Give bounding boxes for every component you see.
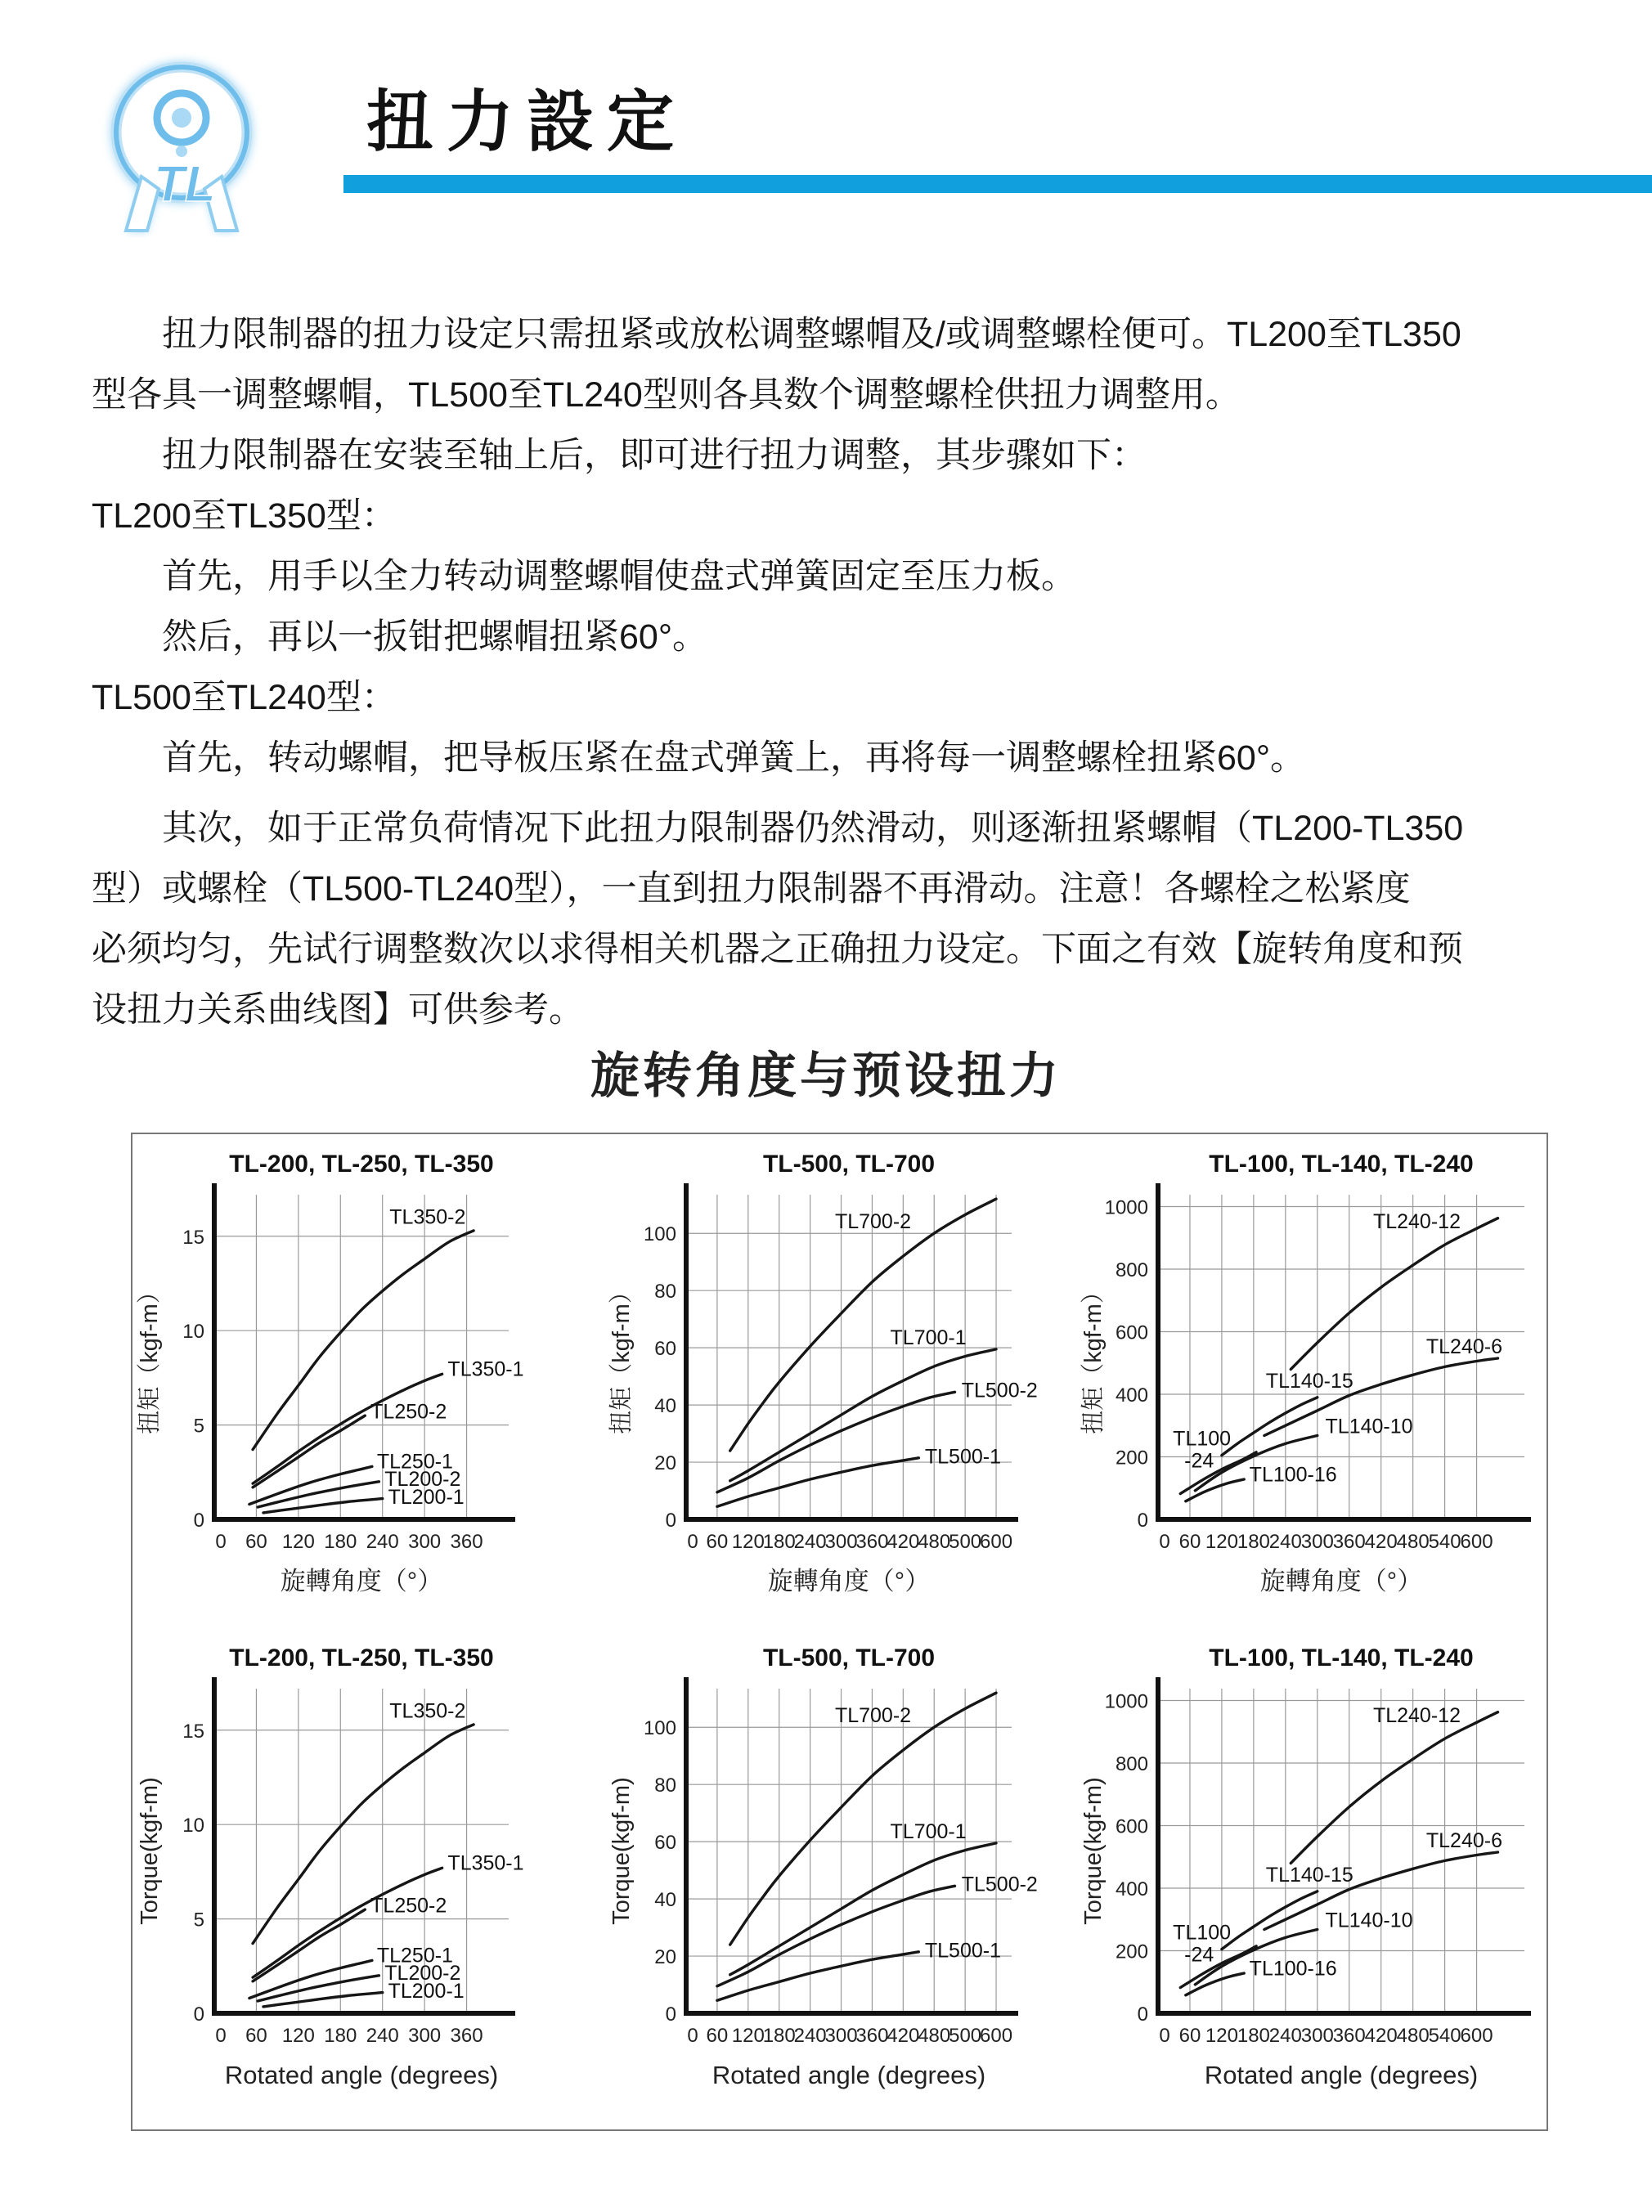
y-axis-label: 扭矩（kgf-m） <box>1080 1280 1107 1434</box>
chart-svg <box>604 1142 1076 1629</box>
x-tick-label: 120 <box>1205 1531 1238 1553</box>
y-tick-label: 0 <box>193 2003 204 2026</box>
x-axis-label: Rotated angle (degrees) <box>712 2060 986 2089</box>
x-tick-label: 60 <box>245 1531 267 1553</box>
x-tick-label: 600 <box>980 1531 1013 1553</box>
y-tick-label: 20 <box>654 1945 676 1968</box>
paragraph <box>92 546 1564 607</box>
series-label: TL240-12 <box>1372 1703 1461 1727</box>
x-tick-label: 180 <box>1237 1531 1270 1553</box>
series-label: TL200-2 <box>384 1961 461 1985</box>
y-tick-label: 15 <box>182 1226 204 1249</box>
x-tick-label: 480 <box>918 2024 951 2047</box>
x-tick-label: 60 <box>1178 1531 1201 1553</box>
series-label: TL700-1 <box>890 1819 967 1843</box>
series-label: TL100-16 <box>1249 1463 1337 1487</box>
x-tick-label: 240 <box>1268 1531 1302 1553</box>
chart-tl-100-tl-140-tl-240-en <box>1076 1636 1548 2130</box>
company-logo <box>85 47 278 237</box>
text-line: 其次，如于正常负荷情况下此扭力限制器仍然滑动，则逐渐扭紧螺帽（TL200-TL350 <box>162 809 1464 848</box>
tl-logo-icon <box>85 47 278 237</box>
series-label: TL250-2 <box>370 1893 447 1917</box>
series-label: TL100-16 <box>1249 1957 1337 1981</box>
x-tick-label: 0 <box>1159 2024 1170 2047</box>
y-tick-label: 40 <box>654 1888 676 1911</box>
x-tick-label: 120 <box>731 2024 765 2047</box>
y-tick-label: 200 <box>1115 1447 1148 1469</box>
x-tick-label: 480 <box>918 1531 951 1553</box>
x-tick-label: 120 <box>731 1531 765 1553</box>
paragraph <box>92 486 1564 546</box>
y-tick-label: 600 <box>1115 1815 1148 1838</box>
x-tick-label: 0 <box>215 1531 227 1553</box>
y-tick-label: 100 <box>643 1716 676 1739</box>
y-tick-label: 15 <box>182 1720 204 1743</box>
series-curve-tl500-2 <box>717 1886 955 1986</box>
chart-svg <box>1076 1142 1548 1629</box>
x-axis-label: 旋轉角度（°） <box>767 1567 931 1595</box>
y-axis-label: 扭矩（kgf-m） <box>137 1280 163 1434</box>
series-label: TL250-2 <box>370 1400 447 1424</box>
x-tick-label: 540 <box>1428 1531 1461 1553</box>
chart-title: TL-100, TL-140, TL-240 <box>1209 1151 1474 1178</box>
series-label: TL140-15 <box>1265 1369 1353 1393</box>
y-tick-label: 1000 <box>1104 1196 1148 1219</box>
text-line: 扭力限制器的扭力设定只需扭紧或放松调整螺帽及/或调整螺栓便可。TL200至TL350 <box>162 315 1461 354</box>
y-tick-label: 80 <box>654 1774 676 1797</box>
x-tick-label: 240 <box>793 1531 827 1553</box>
series-label: TL200-2 <box>384 1468 461 1492</box>
y-tick-label: 5 <box>193 1909 204 1932</box>
paragraph <box>92 607 1564 667</box>
y-tick-label: 200 <box>1115 1941 1148 1963</box>
y-axis-label: Torque(kgf-m) <box>608 1776 635 1925</box>
chart-tl-500-tl-700-en <box>604 1636 1076 2130</box>
series-label: TL500-2 <box>961 1379 1038 1402</box>
series-label: TL100 -24 <box>1173 1427 1232 1473</box>
x-tick-label: 180 <box>762 2024 796 2047</box>
chart-title: TL-200, TL-250, TL-350 <box>229 1644 494 1671</box>
section-title: 旋转角度与预设扭力 <box>590 1048 1062 1103</box>
x-tick-label: 240 <box>793 2024 827 2047</box>
series-label: TL240-12 <box>1372 1209 1461 1233</box>
text-line: 型）或螺栓（TL500-TL240型），一直到扭力限制器不再滑动。注意！各螺栓之松紧度 <box>92 869 1411 909</box>
series-curve-tl500-2 <box>717 1392 955 1492</box>
y-axis-label: Torque(kgf-m) <box>1080 1776 1107 1925</box>
series-label: TL200-1 <box>388 1979 465 2003</box>
chart-title: TL-100, TL-140, TL-240 <box>1209 1644 1474 1671</box>
y-tick-label: 1000 <box>1104 1690 1148 1713</box>
series-label: TL100 -24 <box>1173 1920 1232 1966</box>
y-tick-label: 60 <box>654 1338 676 1361</box>
series-label: TL700-1 <box>890 1326 967 1349</box>
series-label: TL350-2 <box>389 1205 466 1229</box>
x-tick-label: 420 <box>1364 1531 1398 1553</box>
chart-svg <box>132 1636 604 2123</box>
x-tick-label: 500 <box>949 2024 982 2047</box>
chart-tl-200-tl-250-tl-350-zh <box>132 1142 604 1636</box>
series-curve-tl700-2 <box>730 1693 996 1945</box>
logo-letters: TL <box>154 156 216 213</box>
y-tick-label: 40 <box>654 1395 676 1418</box>
x-tick-label: 540 <box>1428 2024 1461 2047</box>
series-label: TL500-1 <box>924 1445 1001 1469</box>
chart-tl-100-tl-140-tl-240-zh <box>1076 1142 1548 1636</box>
x-tick-label: 300 <box>408 2024 442 2047</box>
x-tick-label: 180 <box>762 1531 796 1553</box>
x-axis-label: 旋轉角度（°） <box>1259 1567 1423 1595</box>
x-tick-label: 120 <box>281 2024 315 2047</box>
y-tick-label: 20 <box>654 1452 676 1475</box>
x-tick-label: 600 <box>1460 2024 1493 2047</box>
y-tick-label: 10 <box>182 1321 204 1344</box>
x-tick-label: 420 <box>887 1531 920 1553</box>
chart-title: TL-500, TL-700 <box>762 1151 936 1178</box>
x-tick-label: 300 <box>1300 1531 1334 1553</box>
x-tick-label: 0 <box>687 1531 698 1553</box>
series-curve-tl140-15 <box>1222 1398 1318 1456</box>
x-tick-label: 360 <box>1332 2024 1366 2047</box>
x-tick-label: 240 <box>366 1531 399 1553</box>
x-tick-label: 600 <box>1460 1531 1493 1553</box>
x-tick-label: 480 <box>1396 2024 1430 2047</box>
text-line: 必须均匀，先试行调整数次以求得相关机器之正确扭力设定。下面之有效【旋转角度和预 <box>92 930 1463 969</box>
x-tick-label: 60 <box>706 2024 729 2047</box>
y-tick-label: 0 <box>665 1510 676 1532</box>
page-title: 扭力設定 <box>366 85 688 159</box>
x-tick-label: 600 <box>980 2024 1013 2047</box>
series-label: TL240-6 <box>1425 1335 1503 1358</box>
text-line: 首先，转动螺帽，把导板压紧在盘式弹簧上，再将每一调整螺栓扭紧60°。 <box>162 738 1306 778</box>
x-tick-label: 120 <box>281 1531 315 1553</box>
x-tick-label: 240 <box>1268 2024 1302 2047</box>
y-tick-label: 100 <box>643 1223 676 1246</box>
chart-title: TL-500, TL-700 <box>762 1644 936 1671</box>
x-tick-label: 0 <box>687 2024 698 2047</box>
x-tick-label: 240 <box>366 2024 399 2047</box>
x-tick-label: 420 <box>887 2024 920 2047</box>
series-curve-tl500-1 <box>717 1951 918 2000</box>
paragraph <box>92 798 1564 1040</box>
chart-svg <box>132 1142 604 1629</box>
x-tick-label: 120 <box>1205 2024 1238 2047</box>
charts-box <box>131 1133 1548 2131</box>
y-tick-label: 400 <box>1115 1878 1148 1900</box>
text-line: 扭力限制器在安装至轴上后，即可进行扭力调整，其步骤如下： <box>162 436 1147 475</box>
accent-bar <box>343 175 1652 193</box>
x-tick-label: 0 <box>215 2024 227 2047</box>
text-line: 型各具一调整螺帽，TL500至TL240型则各具数个调整螺栓供扭力调整用。 <box>92 375 1241 415</box>
x-tick-label: 180 <box>324 2024 357 2047</box>
x-tick-label: 480 <box>1396 1531 1430 1553</box>
x-axis-label: Rotated angle (degrees) <box>1204 2060 1479 2089</box>
x-tick-label: 360 <box>450 2024 483 2047</box>
x-tick-label: 300 <box>1300 2024 1334 2047</box>
y-tick-label: 80 <box>654 1281 676 1303</box>
y-tick-label: 0 <box>1137 1510 1148 1532</box>
y-tick-label: 600 <box>1115 1321 1148 1344</box>
x-tick-label: 180 <box>324 1531 357 1553</box>
text-line: TL500至TL240型： <box>92 678 397 717</box>
x-tick-label: 360 <box>450 1531 483 1553</box>
series-curve-tl140-15 <box>1222 1891 1318 1949</box>
series-label: TL200-1 <box>388 1485 465 1509</box>
y-tick-label: 0 <box>1137 2003 1148 2026</box>
text-line: 设扭力关系曲线图】可供参考。 <box>92 990 584 1030</box>
series-label: TL500-1 <box>924 1939 1001 1963</box>
series-label: TL140-10 <box>1325 1908 1413 1932</box>
series-label: TL350-1 <box>447 1357 524 1381</box>
x-tick-label: 60 <box>706 1531 729 1553</box>
chart-tl-200-tl-250-tl-350-en <box>132 1636 604 2130</box>
chart-tl-500-tl-700-zh <box>604 1142 1076 1636</box>
chart-svg <box>604 1636 1076 2123</box>
y-tick-label: 60 <box>654 1831 676 1854</box>
paragraph <box>92 425 1564 486</box>
x-tick-label: 360 <box>855 2024 889 2047</box>
y-axis-label: Torque(kgf-m) <box>137 1776 163 1925</box>
series-label: TL700-2 <box>834 1210 912 1234</box>
paragraph <box>92 728 1564 788</box>
x-tick-label: 500 <box>949 1531 982 1553</box>
series-curve-tl700-2 <box>730 1199 996 1451</box>
paragraph <box>92 304 1564 425</box>
series-label: TL250-1 <box>376 1450 453 1474</box>
series-label: TL350-2 <box>389 1699 466 1723</box>
series-label: TL350-1 <box>447 1851 524 1875</box>
x-tick-label: 0 <box>1159 1531 1170 1553</box>
series-curve-tl500-1 <box>717 1458 918 1507</box>
x-tick-label: 360 <box>855 1531 889 1553</box>
x-tick-label: 60 <box>245 2024 267 2047</box>
series-label: TL140-15 <box>1265 1863 1353 1887</box>
x-tick-label: 420 <box>1364 2024 1398 2047</box>
body-text <box>92 304 1564 1040</box>
x-tick-label: 60 <box>1178 2024 1201 2047</box>
y-tick-label: 10 <box>182 1814 204 1837</box>
y-tick-label: 5 <box>193 1415 204 1438</box>
chart-svg <box>1076 1636 1548 2123</box>
y-axis-label: 扭矩（kgf-m） <box>608 1280 635 1434</box>
y-tick-label: 400 <box>1115 1384 1148 1407</box>
chart-title: TL-200, TL-250, TL-350 <box>229 1151 494 1178</box>
text-line: 然后，再以一扳钳把螺帽扭紧60°。 <box>162 617 708 657</box>
series-label: TL250-1 <box>376 1944 453 1967</box>
y-tick-label: 0 <box>665 2003 676 2026</box>
series-label: TL240-6 <box>1425 1828 1503 1852</box>
series-label: TL500-2 <box>961 1873 1038 1896</box>
y-tick-label: 800 <box>1115 1259 1148 1282</box>
x-tick-label: 180 <box>1237 2024 1270 2047</box>
x-tick-label: 300 <box>824 2024 858 2047</box>
y-tick-label: 0 <box>193 1510 204 1532</box>
x-tick-label: 300 <box>824 1531 858 1553</box>
y-tick-label: 800 <box>1115 1752 1148 1775</box>
paragraph <box>92 667 1564 728</box>
series-label: TL700-2 <box>834 1703 912 1727</box>
x-axis-label: 旋轉角度（°） <box>280 1567 443 1595</box>
text-line: 首先，用手以全力转动调整螺帽使盘式弹簧固定至压力板。 <box>162 557 1076 596</box>
text-line: TL200至TL350型： <box>92 496 397 536</box>
x-tick-label: 300 <box>408 1531 442 1553</box>
series-label: TL140-10 <box>1325 1415 1413 1438</box>
x-tick-label: 360 <box>1332 1531 1366 1553</box>
x-axis-label: Rotated angle (degrees) <box>224 2060 499 2089</box>
